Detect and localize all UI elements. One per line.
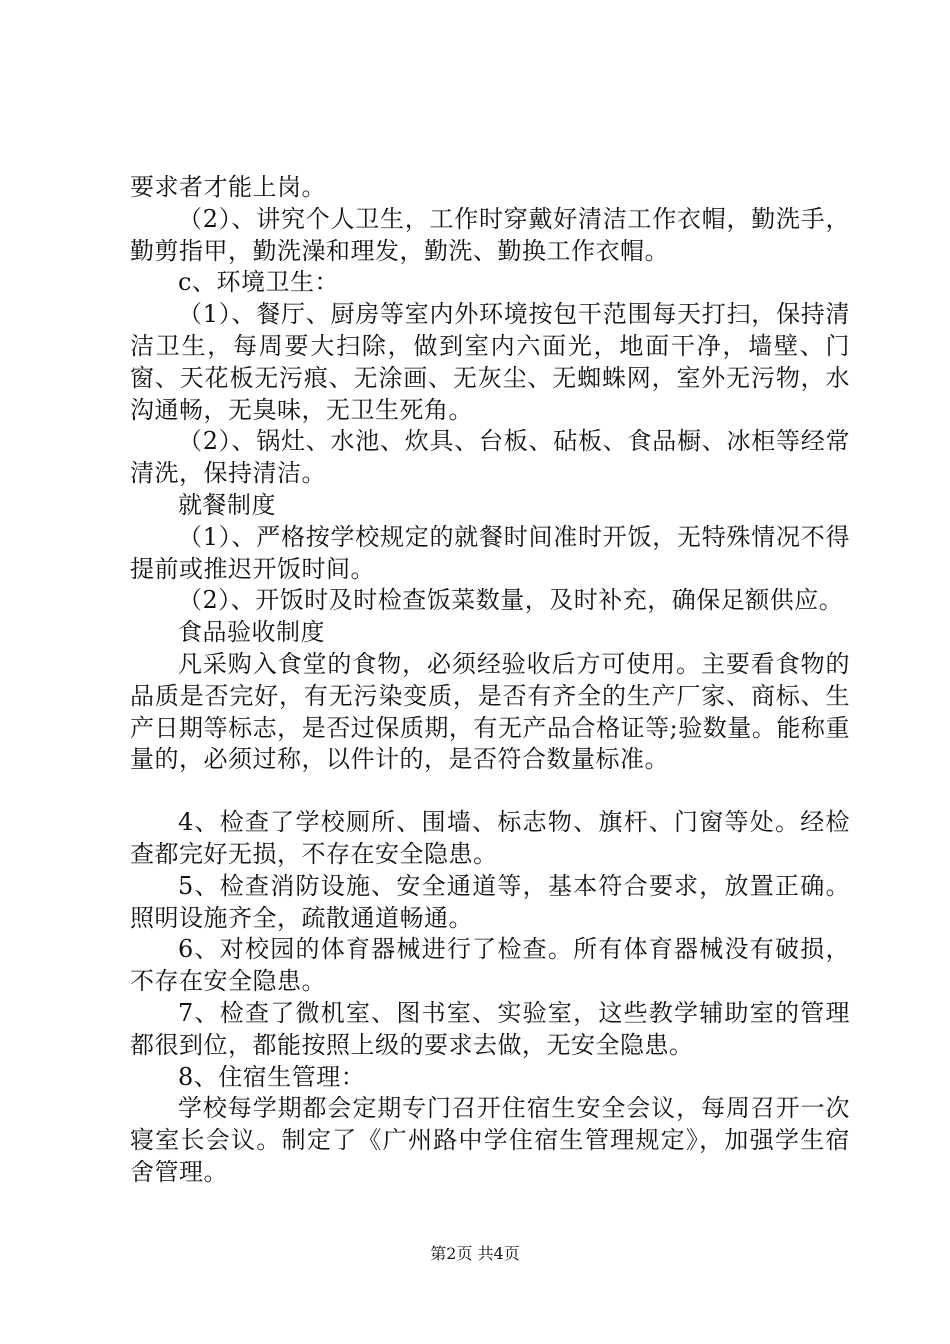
paragraph-8: （2）、开饭时及时检查饭菜数量，及时补充，确保足额供应。 (178, 586, 844, 615)
paragraph-3: c、环境卫生： (178, 268, 339, 297)
paragraph-1: 要求者才能上岗。 (130, 173, 326, 201)
paragraph-7: （1）、严格按学校规定的就餐时间准时开饭，无特殊情况不得提前或推迟开饭时间。 (130, 522, 850, 583)
paragraph-11: 4、检查了学校厕所、围墙、标志物、旗杆、门窗等处。经检查都完好无损，不存在安全隐患。 (130, 808, 850, 868)
paragraph-16: 学校每学期都会定期专门召开住宿生安全会议，每周召开一次寝室长会议。制定了《广州路中学住宿生管理规定》，加强学生宿舍管理。 (130, 1094, 850, 1186)
paragraph-10: 凡采购入食堂的食物，必须经验收后方可使用。主要看食物的品质是否完好，有无污染变质，是否有齐全的生产厂家、商标、生产日期等标志，是否过保质期，有无产品合格证等;验数量。能称重量的，必须过称，以件计的，是否符合数量标准。 (130, 649, 850, 774)
document-body (130, 172, 850, 1189)
paragraph-6: 就餐制度 (178, 490, 276, 519)
paragraph-9: 食品验收制度 (178, 618, 325, 647)
page-number-label: 第2页 共4页 (430, 1244, 520, 1263)
page-footer (0, 1244, 950, 1264)
paragraph-13: 6、对校园的体育器械进行了检查。所有体育器械没有破损，不存在安全隐患。 (130, 935, 850, 996)
paragraph-2: （2）、讲究个人卫生，工作时穿戴好清洁工作衣帽，勤洗手，勤剪指甲，勤洗澡和理发，勤洗、勤换工作衣帽。 (130, 204, 850, 265)
paragraph-14: 7、检查了微机室、图书室、实验室，这些教学辅助室的管理都很到位，都能按照上级的要求去做，无安全隐患。 (130, 998, 850, 1059)
paragraph-4: （1）、餐厅、厨房等室内外环境按包干范围每天打扫，保持清洁卫生，每周要大扫除，做到室内六面光，地面干净，墙壁、门窗、天花板无污痕、无涂画、无灰尘、无蜘蛛网，室外无污物，水沟通畅，无臭味，无卫生死角。 (130, 300, 850, 424)
paragraph-5: （2）、锅灶、水池、炊具、台板、砧板、食品橱、冰柜等经常清洗，保持清洁。 (130, 427, 850, 488)
paragraph-12: 5、检查消防设施、安全通道等，基本符合要求，放置正确。照明设施齐全，疏散通道畅通。 (130, 871, 850, 932)
paragraph-15: 8、住宿生管理： (178, 1062, 366, 1091)
